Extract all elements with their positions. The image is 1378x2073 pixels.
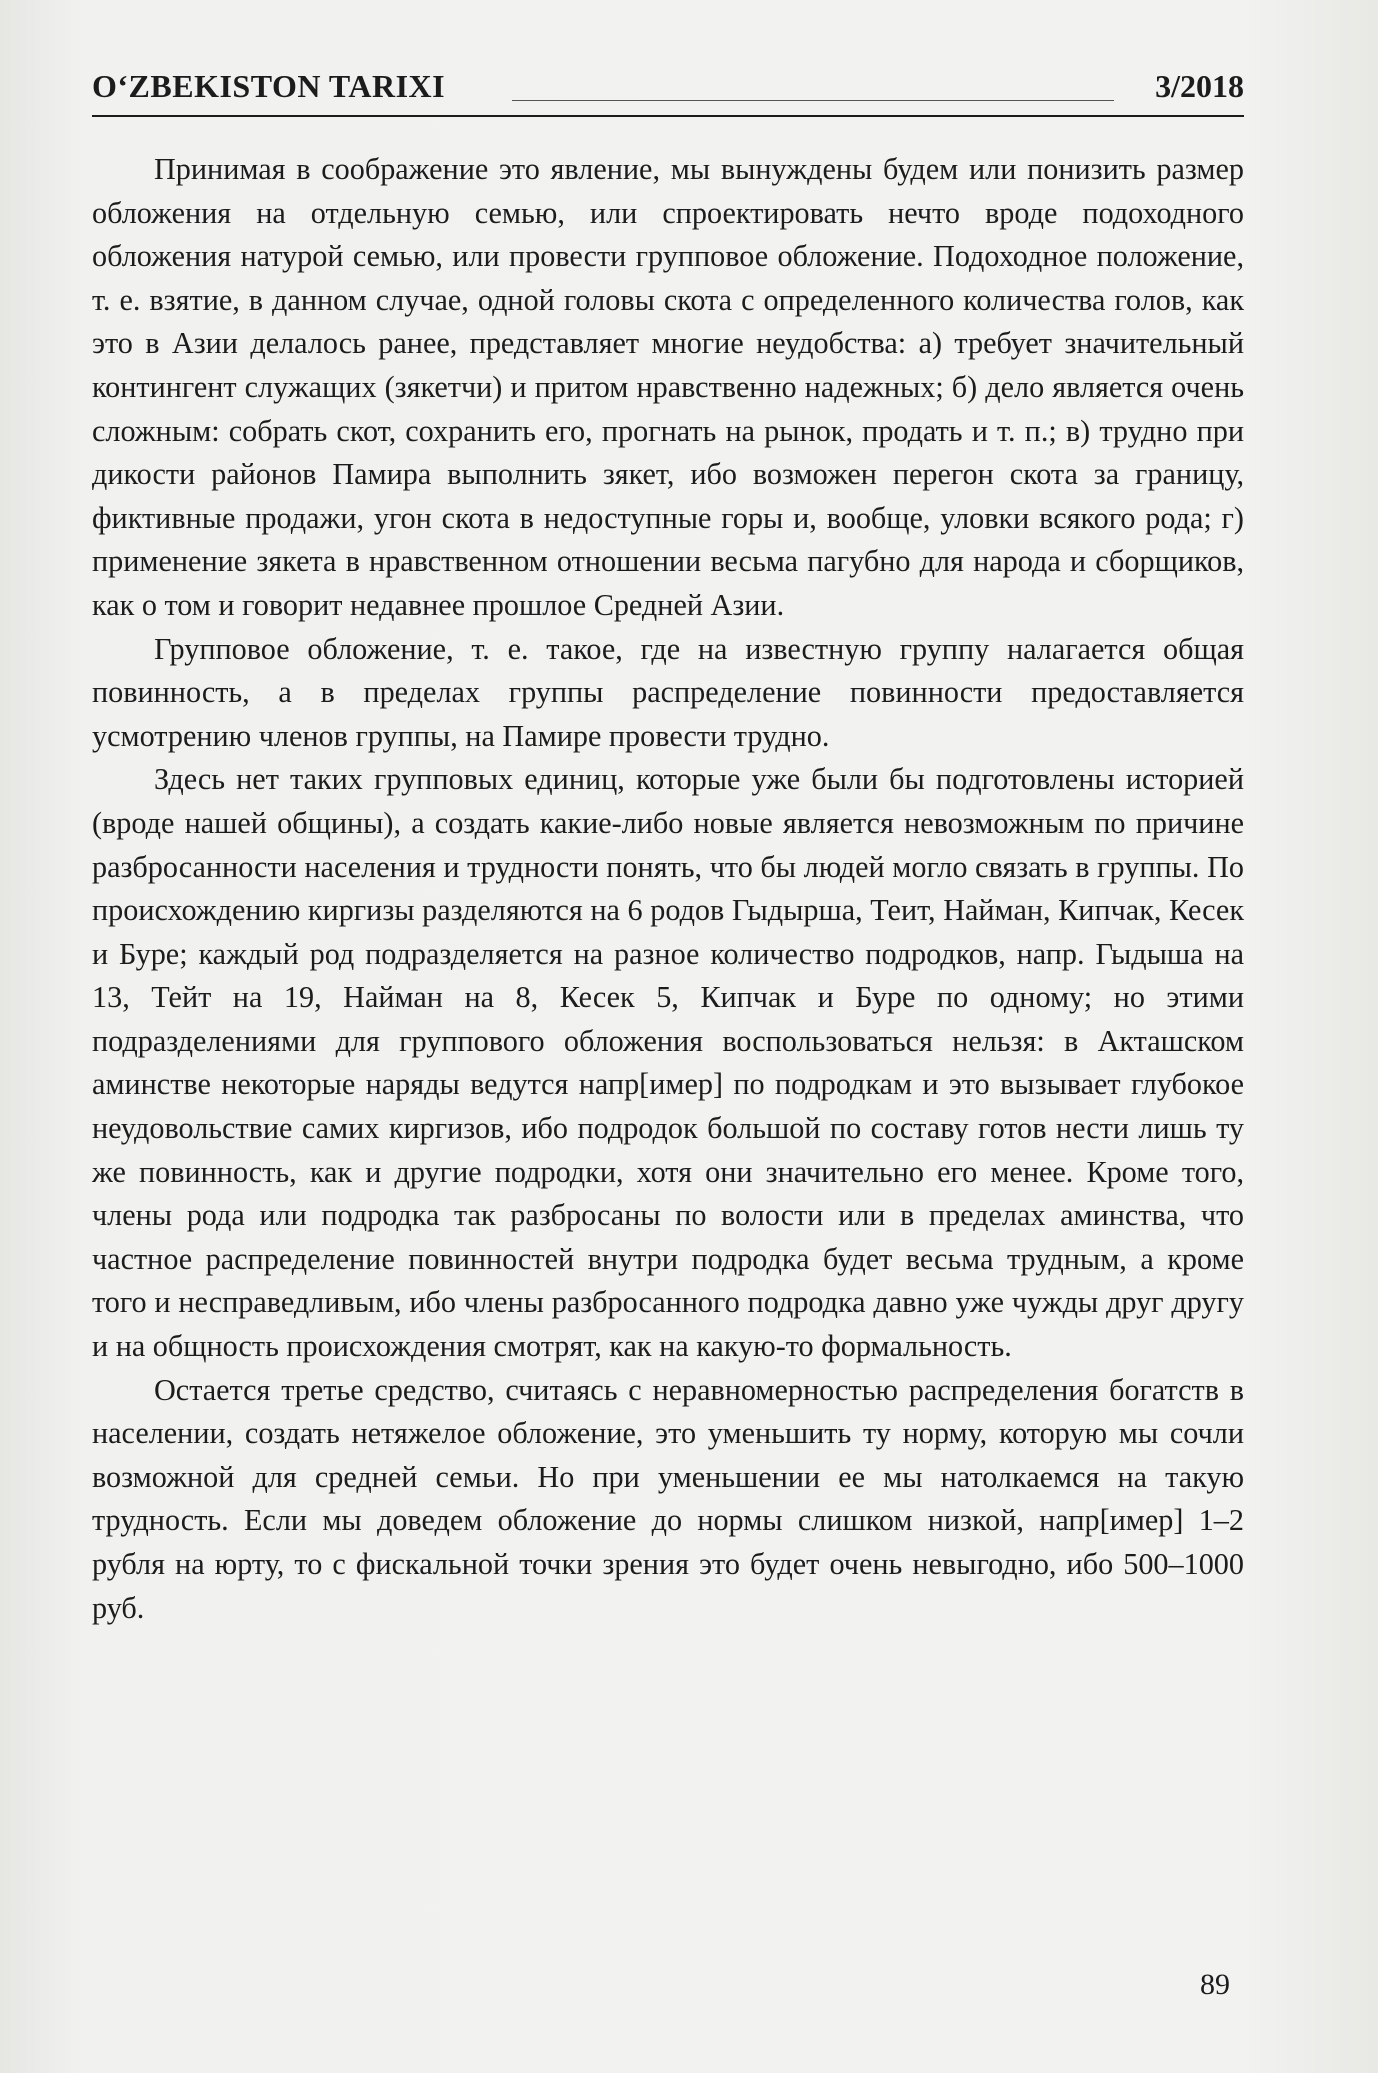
running-header (92, 64, 1244, 116)
header-rule (512, 100, 1114, 101)
issue-number: 3/2018 (1155, 68, 1244, 104)
paragraph: Здесь нет таких групповых единиц, которые уже были бы подготовлены историей (вроде нашей общины), а создать какие-либо новые является невозможным по причине разбросанности населения и трудности понять, что бы людей могло связать в группы. По происхождению киргизы разделяются на 6 родов Гыдырша, Теит, Найман, Кипчак, Кесек и Буре; каждый род подразделяется на разное количество подродков, напр. Гыдыша на 13, Тейт на 19, Найман на 8, Кесек 5, Кипчак и Буре по одному; но этими подразделениями для группового обложения воспользоваться нельзя: в Акташском аминстве некоторые наряды ведутся напр[имер] по подродкам и это вызывает глубокое неудовольствие самих киргизов, ибо подродок большой по составу готов нести лишь ту же повинность, как и другие подродки, хотя они значительно его менее. Кроме того, члены рода или подродка так разбросаны по волости или в пределах аминства, что частное распределение повинностей внутри подродка будет весьма трудным, а кроме того и несправедливым, ибо члены разбросанного подродка давно уже чужды друг другу и на общность происхождения смотрят, как на какую-то формальность. (92, 762, 1244, 1364)
page-number: 89 (1200, 1968, 1230, 2001)
header-underline (92, 115, 1244, 117)
paragraph: Остается третье средство, считаясь с неравномерностью распределения богатств в населении, создать нетяжелое обложение, это уменьшить ту норму, которую мы сочли возможной для средней семьи. Но при уменьшении ее мы натолкаемся на такую трудность. Если мы доведем обложение до нормы слишком низкой, напр[имер] 1–2 рубля на юрту, то с фискальной точки зрения это будет очень невыгодно, ибо 500–1000 руб. (92, 1372, 1244, 1625)
paragraph: Принимая в соображение это явление, мы вынуждены будем или понизить размер обложения на отдельную семью, или спроектировать нечто вроде подоходного обложения натурой семью, или провести групповое обложение. Подоходное положение, т. е. взятие, в данном случае, одной головы скота с определенного количества голов, как это в Азии делалось ранее, представляет многие неудобства: а) требует значительный контингент служащих (зякетчи) и притом нравственно надежных; б) дело является очень сложным: собрать скот, сохранить его, прогнать на рынок, продать и т. п.; в) трудно при дикости районов Памира выполнить зякет, ибо возможен перегон скота за границу, фиктивные продажи, угон скота в недоступные горы и, вообще, уловки всякого рода; г) применение зякета в нравственном отношении весьма пагубно для народа и сборщиков, как о том и говорит недавнее прошлое Средней Азии. (92, 152, 1244, 622)
article-body (92, 148, 1244, 1630)
paragraph: Групповое обложение, т. е. такое, где на известную группу налагается общая повинность, а в пределах группы распределение повинности предоставляется усмотрению членов группы, на Памире провести трудно. (92, 631, 1244, 753)
journal-title: O‘ZBEKISTON TARIXI (92, 68, 446, 104)
